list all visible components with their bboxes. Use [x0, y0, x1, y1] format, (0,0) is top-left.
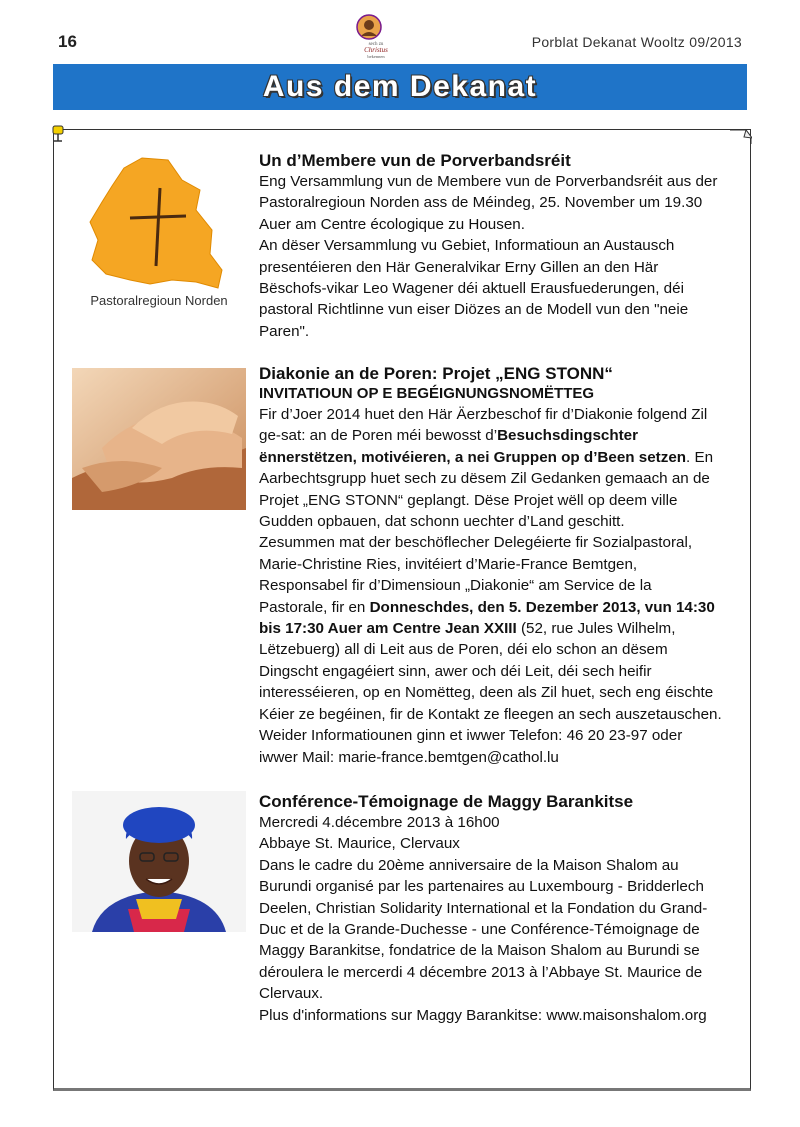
article-body: Eng Versammlung vun de Membere vun de Porverbandsréit aus der Pastoralregioun Norden ass de Méindeg, 25. November um 19.30 Auer am Centre écologique zu Housen. An dëser Versammlung vu Gebiet, Informatioun an Austausch presentéieren den Här Generalvikar Erny Gillen an den Här Bëschofs-vikar Leo Wagener déi aktuell Erausfuederungen, déi pastoral Richtlinne vun eiser Diözes an de Modell vun den "neie Paren". — [259, 173, 718, 340]
page-number: 16 — [58, 32, 77, 51]
section-banner — [53, 64, 747, 110]
svg-text:sech zu: sech zu — [368, 42, 384, 47]
article-body: Fir d’Joer 2014 huet den Här Äerzbeschof fir d’Diakonie folgend Zil ge-sat: an de Poren méi bewosst d’Besuchsdingschter ënnerstëtzen, motivéieren, a nei Gruppen op d’Been setzen. En Aarbechtsgrupp huet sech zu dësem Zil Gedanken gemaach an de Projet „ENG STONN“ geplangt. Dëse Projet wëll op deem ville Gudden opbauen, dat schonn uechter d’Land geschitt. Zesummen mat der beschöflecher Delegéierte fir Sozialpastoral, Marie-Christine Ries, invitéiert d’Marie-France Bemtgen, Responsabel fir d’Dimensioun „Diakonie“ am Service de la Pastorale, fir en Donneschdes, den 5. Dezember 2013, vun 14:30 bis 17:30 Auer am Centre Jean XXIII (52, rue Jules Wilhelm, Lëtzebuerg) all di Leit aus de Poren, déi elo schon an dësem Dingscht engagéiert sinn, awer och déi Leit, déi sech heifir interesséieren, op en Nomëtteg, deen als Zil huet, sech eng éischte Kéier ze begéinen, fir de Kontakt ze fleegen an sech auszetauschen. Weider Informatiounen ginn et iwwer Telefon: 46 20 23-97 oder iwwer Mail: marie-france.bemtgen@cathol.lu — [259, 404, 729, 768]
map-caption: Pastoralregioun Norden — [90, 293, 228, 308]
section-title: Aus dem Dekanat — [262, 70, 538, 103]
contact-email[interactable]: iwwer Mail: marie-france.bemtgen@cathol.lu — [259, 748, 559, 766]
article-title: Un d’Membere vun de Porverbandsréit — [259, 151, 571, 170]
article-title: Diakonie an de Poren: Projet „ENG STONN“ — [259, 364, 613, 383]
article-title: Conférence-Témoignage de Maggy Barankitse — [259, 792, 634, 811]
parish-logo — [352, 12, 400, 60]
article-subtitle: INVITATIOUN OP E BEGÉIGNUNGSNOMËTTEG — [259, 385, 595, 402]
article-body: Mercredi 4.décembre 2013 à 16h00 Abbaye St. Maurice, Clervaux Dans le cadre du 20ème anniversaire de la Maison Shalom au Burundi organisé par les partenaires au Luxembourg - Bridderlech Deelen, Christian Solidarity International et la Fondation du Grand- Duc et de la Grande-Duchesse - une Conférence-Témoignage de Maggy Barankitse, fondatrice de la Maison Shalom au Burundi se déroulera le mercerdi 4 décembre 2013 à l’Abbaye St. Maurice de Clervaux. Plus d'informations sur Maggy Barankitse: www.maisonshalom.org — [259, 812, 729, 1026]
svg-text:bekennen: bekennen — [367, 54, 385, 59]
page-corner-fold — [730, 128, 752, 144]
article-barankitse — [259, 791, 729, 1026]
portrait-photo — [72, 791, 246, 932]
running-header: Porblat Dekanat Wooltz 09/2013 — [531, 34, 742, 50]
pin-icon — [51, 124, 65, 142]
article-porverbandsreit — [259, 150, 729, 342]
hands-photo — [72, 368, 246, 510]
article-diakonie — [259, 363, 729, 768]
pastoral-region-map — [72, 150, 247, 315]
info-link[interactable]: Plus d'informations sur Maggy Barankitse: www.maisonshalom.org — [259, 1006, 707, 1024]
svg-text:Christus: Christus — [364, 46, 388, 54]
